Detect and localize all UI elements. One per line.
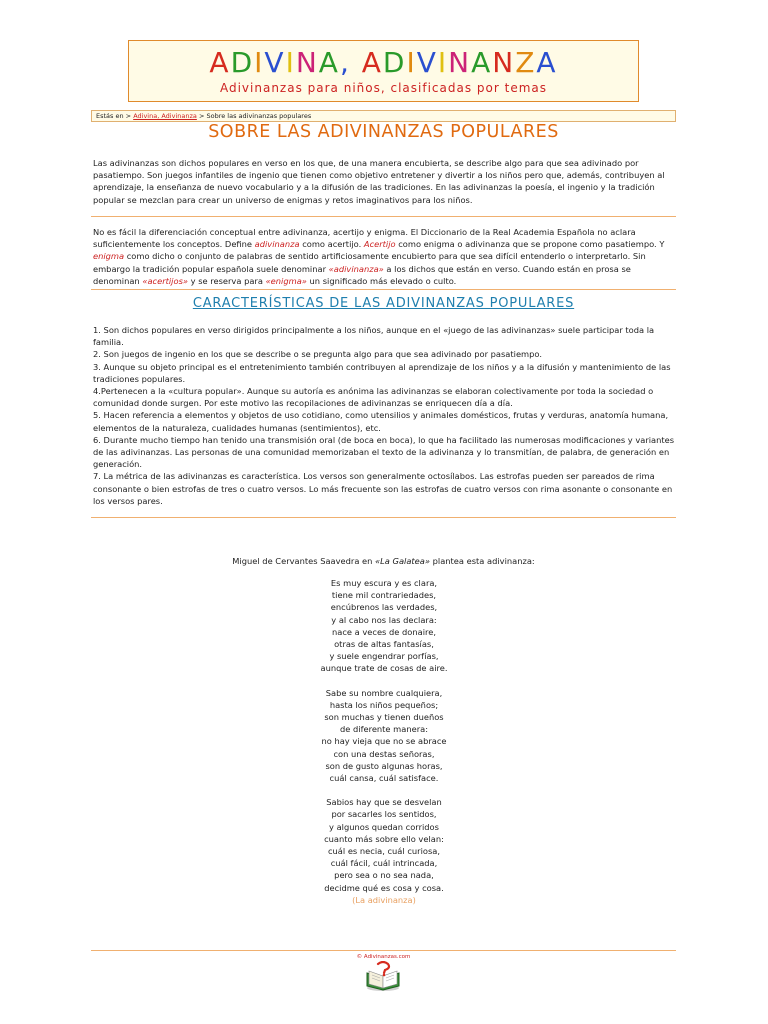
text-span: como dicho o conjunto de palabras de sentido artificiosamente encubierto para que sea difícil entenderlo o interpretarlo. Sin embargo la tradición popular española suele denominar bbox=[93, 251, 646, 274]
section-title-sobre: SOBRE LAS ADIVINANZAS POPULARES bbox=[208, 122, 559, 142]
text-span: plantea esta adivinanza: bbox=[429, 556, 535, 566]
divider bbox=[91, 216, 676, 217]
poem-stanza bbox=[200, 577, 568, 675]
poem-verse: por sacarles los sentidos, bbox=[331, 809, 437, 820]
title-letter: V bbox=[264, 46, 286, 79]
poem-verse: y suele engendrar porfías, bbox=[329, 651, 439, 662]
title-letter: A bbox=[318, 46, 340, 79]
poem bbox=[200, 577, 568, 906]
poem-verse: Sabios hay que se desvelan bbox=[326, 797, 442, 808]
site-header bbox=[128, 40, 639, 102]
list-item: 2. Son juegos de ingenio en los que se describe o se pregunta algo para que sea adivinado por pasatiempo. bbox=[93, 349, 542, 360]
characteristics-list bbox=[93, 324, 676, 507]
poem-verse: no hay vieja que no se abrace bbox=[321, 736, 447, 747]
title-letter: Z bbox=[515, 46, 537, 79]
poem-verse: son de gusto algunas horas, bbox=[325, 760, 443, 771]
list-item: 6. Durante mucho tiempo han tenido una transmisión oral (de boca en boca), lo que ha facilitado las numerosas modificaciones y variantes de las adivinanzas. Las personas de una comunidad memorizaban el texto de la adivinanza y lo transmitían, de palabra, de generación en generación. bbox=[93, 434, 675, 470]
list-item: 5. Hacen referencia a elementos y objetos de uso cotidiano, como utensilios y animales domésticos, frutas y verduras, anatomía humana, elementos de la naturaleza, cualidades humanas (sentimientos), etc. bbox=[93, 410, 669, 433]
poem-verse: encúbrenos las verdades, bbox=[330, 602, 438, 613]
title-letter: A bbox=[361, 46, 383, 79]
list-item: 4.Pertenecen a la «cultura popular». Aunque su autoría es anónima las adivinanzas se elaboran colectivamente por toda la sociedad o comunidad donde surgen. Por este motivo las recopilaciones de adivinanzas se enriquecen día a día. bbox=[93, 386, 654, 409]
site-title[interactable] bbox=[129, 46, 638, 80]
text-span: a los dichos que están en verso. Cuando están en prosa se denominan bbox=[93, 263, 631, 286]
title-letter: D bbox=[230, 46, 255, 79]
poem-verse: cuanto más sobre ello velan: bbox=[324, 833, 444, 844]
poem-verse: Es muy escura y es clara, bbox=[330, 578, 438, 588]
poem-verse: de diferente manera: bbox=[339, 724, 428, 735]
title-letter: N bbox=[295, 46, 319, 79]
site-subtitle: Adivinanzas para niños, clasificadas por temas bbox=[219, 81, 547, 95]
text-span: Miguel de Cervantes Saavedra en bbox=[232, 556, 376, 566]
poem-verse: nace a veces de donaire, bbox=[332, 626, 436, 637]
poem-source: (La adivinanza) bbox=[352, 894, 416, 905]
breadcrumb-separator: > bbox=[196, 112, 207, 120]
term-enigma: enigma bbox=[93, 251, 125, 262]
text-span: y se reserva para bbox=[188, 275, 266, 286]
poem-intro bbox=[91, 556, 676, 566]
footer-copyright[interactable]: © Adivinanzas.com bbox=[356, 954, 411, 960]
book-icon[interactable] bbox=[364, 961, 402, 993]
term-adivinanza: adivinanza bbox=[254, 239, 300, 250]
poem-verse: Sabe su nombre cualquiera, bbox=[325, 687, 443, 698]
poem-verse: hasta los niños pequeños; bbox=[329, 699, 439, 710]
breadcrumb-current: Sobre las adivinanzas populares bbox=[206, 112, 312, 120]
poem-verse: decidme qué es cosa y cosa. bbox=[324, 882, 444, 893]
poem-verse: otras de altas fantasías, bbox=[334, 639, 434, 650]
definitions-paragraph bbox=[93, 226, 676, 287]
breadcrumb-prefix: Estás en > bbox=[96, 112, 134, 120]
term-acertijos-quoted: «acertijos» bbox=[142, 275, 189, 286]
title-letter: D bbox=[382, 46, 407, 79]
poem-verse: aunque trate de cosas de aire. bbox=[320, 663, 448, 674]
poem-verse: tiene mil contrariedades, bbox=[331, 590, 437, 601]
text-span: como acertijo. bbox=[299, 239, 364, 250]
divider bbox=[91, 517, 676, 518]
title-letter: A bbox=[209, 46, 231, 79]
text-span: No es fácil la diferenciación conceptual entre adivinanza, acertijo y enigma. El Diccionario de la Real Academia Española no aclara suficientemente los conceptos. Define bbox=[93, 227, 636, 250]
section-title-caracteristicas[interactable]: CARACTERÍSTICAS DE LAS ADIVINANZAS POPULARES bbox=[192, 296, 575, 311]
poem-verse: y al cabo nos las declara: bbox=[331, 614, 437, 625]
term-acertijo: Acertijo bbox=[363, 239, 396, 250]
breadcrumb bbox=[91, 110, 676, 122]
list-item: 3. Aunque su objeto principal es el entretenimiento también contribuyen al aprendizaje de los niños y a la difusión y mantenimiento de las tradiciones populares. bbox=[93, 361, 671, 384]
list-item: 7. La métrica de las adivinanzas es característica. Los versos son generalmente octosílabos. Las estrofas pueden ser pareados de rima consonante o bien estrofas de tres o cuatro versos. Lo más frecuente son las estrofas de cuatro versos con rima asonante o consonante en los versos pares. bbox=[93, 471, 673, 506]
list-item: 1. Son dichos populares en verso dirigidos principalmente a los niños, aunque en el «juego de las adivinanzas» suele participar toda la familia. bbox=[93, 325, 655, 348]
poem-verse: y algunos quedan corridos bbox=[329, 821, 439, 832]
poem-stanza bbox=[200, 796, 568, 894]
title-letter: , bbox=[339, 46, 351, 79]
text-span: un significado más elevado o culto. bbox=[306, 275, 457, 286]
title-letter: A bbox=[536, 46, 558, 79]
poem-verse: cuál fácil, cuál intrincada, bbox=[330, 858, 438, 869]
poem-verse: con una destas señoras, bbox=[333, 748, 435, 759]
divider bbox=[91, 950, 676, 951]
title-letter bbox=[351, 46, 362, 80]
intro-paragraph: Las adivinanzas son dichos populares en verso en los que, de una manera encubierta, se describe algo para que sea adivinado por pasatiempo. Son juegos infantiles de ingenio que tienen como objetivo entretener y divertir a los niños pero que, además, contribuyen al aprendizaje, la enseñanza de nuevo vocabulario y a la difusión de las tradiciones. En las adivinanzas la poesía, el ingenio y la tradición popular se mezclan para crear un universo de enigmas y retos imaginativos para los niños. bbox=[93, 158, 665, 205]
title-letter: N bbox=[492, 46, 516, 79]
poem-verse: son muchas y tienen dueños bbox=[324, 712, 444, 723]
work-title: «La Galatea» bbox=[375, 556, 430, 566]
title-letter: I bbox=[254, 46, 265, 79]
title-letter: N bbox=[448, 46, 472, 79]
text-span: como enigma o adivinanza que se propone como pasatiempo. Y bbox=[395, 239, 665, 250]
title-letter: A bbox=[471, 46, 493, 79]
title-letter: I bbox=[437, 46, 449, 79]
title-letter: I bbox=[285, 46, 296, 79]
poem-verse: cuál es necia, cuál curiosa, bbox=[327, 846, 440, 857]
title-letter: V bbox=[416, 46, 438, 79]
term-adivinanza-quoted: «adivinanza» bbox=[328, 263, 384, 274]
poem-stanza bbox=[200, 687, 568, 785]
poem-verse: pero sea o no sea nada, bbox=[334, 870, 434, 881]
poem-verse: cuál cansa, cuál satisface. bbox=[329, 773, 439, 784]
divider bbox=[91, 289, 676, 290]
term-enigma-quoted: «enigma» bbox=[265, 275, 307, 286]
breadcrumb-link-home[interactable]: Adivina, Adivinanza bbox=[133, 112, 197, 120]
title-letter: I bbox=[406, 46, 417, 79]
